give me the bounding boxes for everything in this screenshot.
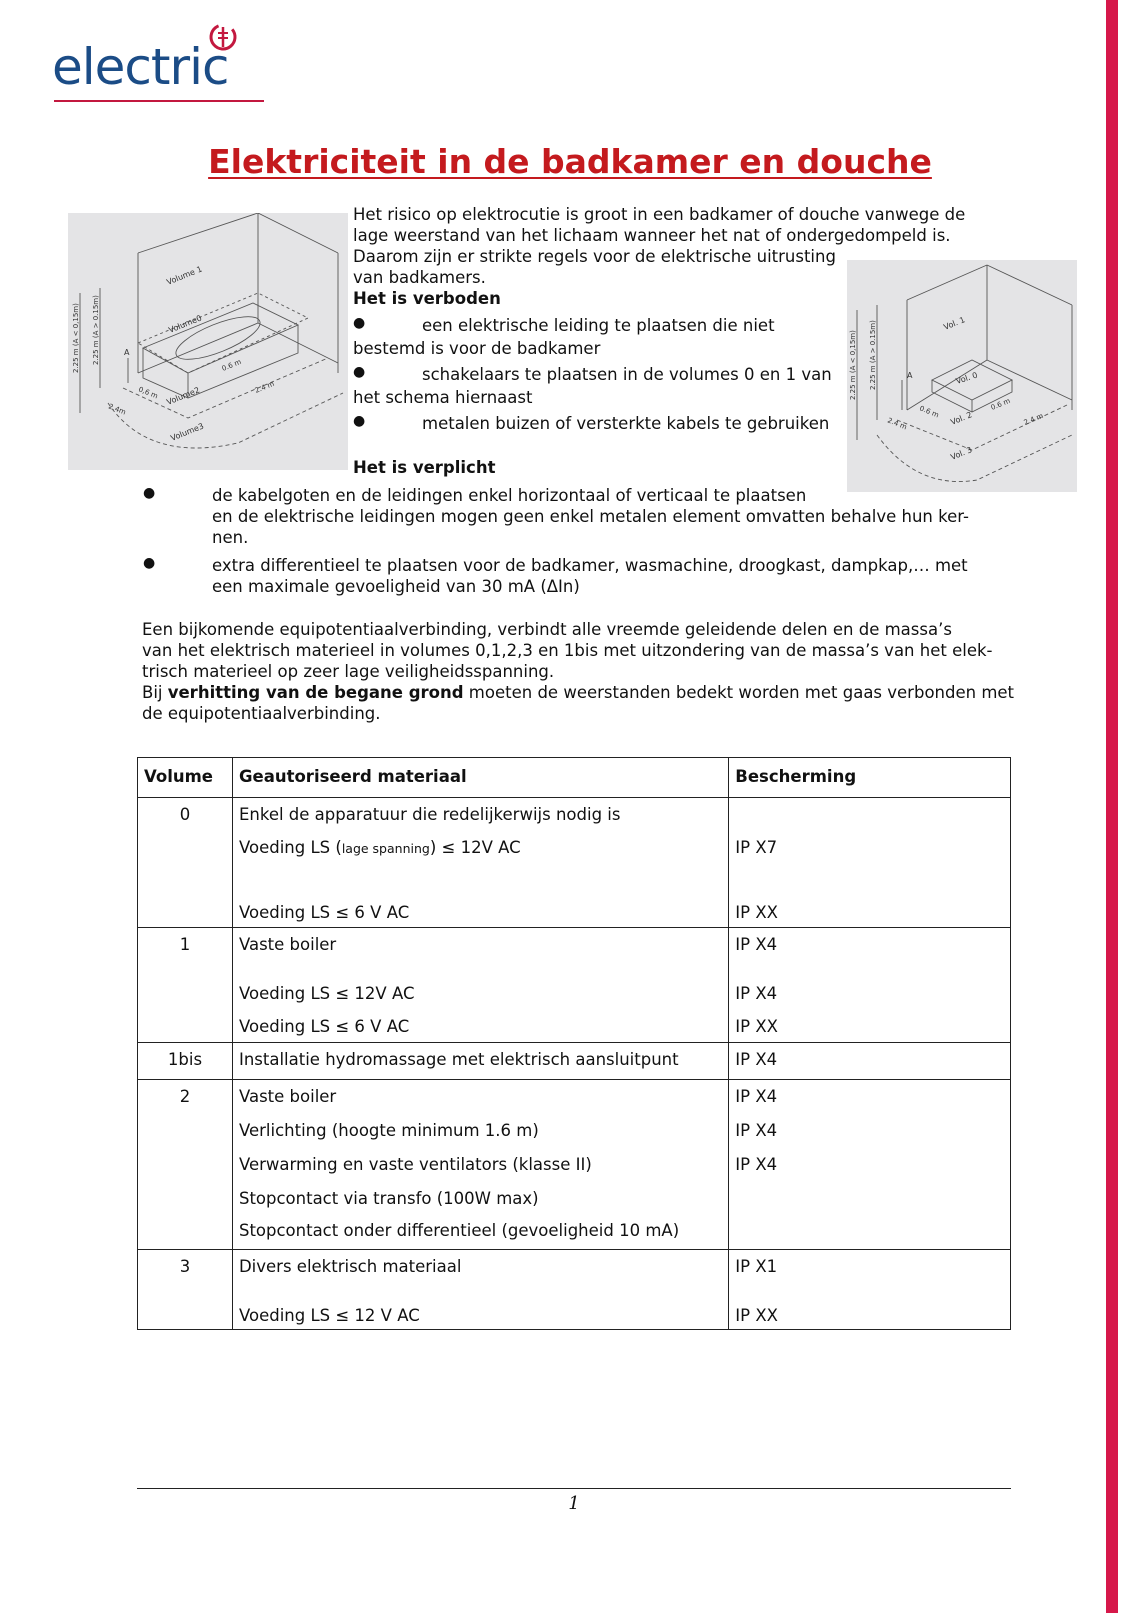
- protection-cell: IP X1: [735, 1257, 778, 1276]
- label-vol1: Vol. 1: [942, 315, 967, 332]
- volume-cell: 3: [179, 1257, 191, 1276]
- material-cell: Enkel de apparatuur die redelijkerwijs nodig is: [238, 805, 621, 824]
- intro-line-2: lage weerstand van het lichaam wanneer het nat of ondergedompeld is.: [353, 226, 951, 245]
- protection-cell: IP XX: [735, 1306, 778, 1325]
- forbidden-item-1-line1: een elektrische leiding te plaatsen die niet: [422, 316, 775, 335]
- material-cell: Vaste boiler: [238, 1087, 337, 1106]
- protection-cell: IP X4: [735, 984, 778, 1003]
- bullet-dot: ●: [353, 364, 366, 380]
- label-shower-24m-right: 2.4 m: [1022, 411, 1045, 427]
- table-row: [138, 928, 1011, 1043]
- page-number: 1: [568, 1493, 580, 1514]
- forbidden-item-2-line1: schakelaars te plaatsen in de volumes 0 en 1 van: [422, 365, 832, 384]
- label-volume0: Volume0: [167, 313, 204, 335]
- material-cell: Verlichting (hoogte minimum 1.6 m): [238, 1121, 539, 1140]
- label-shower-06m-right: 0.6 m: [989, 396, 1012, 412]
- volume-cell: 2: [179, 1087, 191, 1106]
- forbidden-heading: Het is verboden: [353, 289, 501, 308]
- material-cell: Verwarming en vaste ventilators (klasse II): [238, 1155, 592, 1174]
- material-cell: [239, 838, 521, 857]
- bullet-dot: ●: [143, 485, 156, 501]
- intro-line-1: Het risico op elektrocutie is groot in een badkamer of douche vanwege de: [353, 205, 966, 224]
- label-shower-a: A: [907, 371, 913, 380]
- protection-cell: IP XX: [735, 1017, 778, 1036]
- label-volume2: Volume2: [165, 385, 202, 407]
- protection-cell: IP X4: [735, 1155, 778, 1174]
- bullet-dot: ●: [353, 315, 366, 331]
- equipotential-line-3: trisch materieel op zeer lage veiligheidsspanning.: [142, 662, 555, 681]
- intro-line-3: Daarom zijn er strikte regels voor de elektrische uitrusting: [353, 247, 836, 266]
- forbidden-item-1-line2: bestemd is voor de badkamer: [353, 339, 601, 358]
- header-protection: Bescherming: [729, 758, 1011, 798]
- volume-cell: 1: [179, 935, 191, 954]
- footer-divider: [137, 1488, 1011, 1489]
- material-cell: Voeding LS ≤ 12V AC: [238, 984, 415, 1003]
- required-item-1-line1: de kabelgoten en de leidingen enkel horizontaal of verticaal te plaatsen: [212, 486, 807, 505]
- label-vol2: Vol. 2: [949, 410, 974, 427]
- equipotential-line-1: Een bijkomende equipotentiaalverbinding, verbindt alle vreemde geleidende delen en de massa’s: [142, 620, 952, 639]
- material-cell: Voeding LS ≤ 6 V AC: [238, 903, 410, 922]
- required-item-2-line2: een maximale gevoeligheid van 30 mA (ΔIn): [212, 577, 580, 596]
- label-shower-24m-left: 2.4 m: [886, 416, 908, 432]
- heating-rest: moeten de weerstanden bedekt worden met gaas verbonden met: [463, 683, 1015, 702]
- material-cell: Installatie hydromassage met elektrisch aansluitpunt: [238, 1050, 679, 1069]
- protection-cell: IP X4: [735, 1050, 778, 1069]
- label-shower-height-a-small: 2.25 m (A < 0,15m): [849, 330, 857, 400]
- logo-text: electric: [52, 38, 229, 96]
- right-accent-bar: [1106, 0, 1118, 1613]
- label-volume3: Volume3: [169, 421, 206, 443]
- heating-line-2: de equipotentiaalverbinding.: [142, 704, 381, 723]
- intro-line-4: van badkamers.: [353, 268, 486, 287]
- material-cell: Voeding LS ≤ 6 V AC: [238, 1017, 410, 1036]
- table-row: [138, 1043, 1011, 1080]
- heating-bold: verhitting van de begane grond: [167, 683, 464, 702]
- label-shower-height-a-large: 2.25 m (A > 0.15m): [869, 320, 877, 390]
- heating-line-1: [142, 682, 1014, 703]
- protection-cell: IP X7: [735, 838, 778, 857]
- header-material: Geautoriseerd materiaal: [232, 758, 728, 798]
- table-row: [138, 1250, 1011, 1330]
- page-title: Elektriciteit in de badkamer en douche: [208, 142, 932, 181]
- material-cell: Stopcontact onder differentieel (gevoeligheid 10 mA): [238, 1221, 680, 1240]
- label-volume1: Volume 1: [165, 264, 204, 287]
- label-height-a-small: 2.25 m (A < 0,15m): [72, 303, 80, 373]
- forbidden-item-2-line2: het schema hiernaast: [353, 388, 533, 407]
- table-row: [138, 1080, 1011, 1250]
- required-item-2-line1: extra differentieel te plaatsen voor de badkamer, wasmachine, droogkast, dampkap,… met: [212, 556, 968, 575]
- shower-volumes-diagram: [847, 260, 1077, 492]
- bullet-dot: ●: [143, 555, 156, 571]
- protection-cell: IP X4: [735, 1121, 778, 1140]
- label-vol0: Vol. 0: [954, 370, 979, 386]
- volume-cell: 1bis: [167, 1050, 203, 1069]
- label-24m-right: 2.4 m: [253, 379, 276, 395]
- material-note: lage spanning: [341, 841, 430, 856]
- label-vol3: Vol. 3: [949, 445, 974, 462]
- label-06m-left: 0,6 m: [137, 385, 159, 401]
- logo-underline: [54, 100, 264, 102]
- volume-table: [137, 757, 1011, 1330]
- bath-diagram-svg: [68, 213, 348, 470]
- label-shower-06m-left: 0.6 m: [918, 404, 940, 420]
- material-cell: Divers elektrisch materiaal: [238, 1257, 462, 1276]
- label-06m-right: 0.6 m: [220, 357, 243, 373]
- header-volume: Volume: [138, 758, 233, 798]
- volume-cell: 0: [179, 805, 191, 824]
- forbidden-item-3-line1: metalen buizen of versterkte kabels te gebruiken: [422, 414, 830, 433]
- required-item-1-line3: nen.: [212, 528, 249, 547]
- required-item-1-line2: en de elektrische leidingen mogen geen enkel metalen element omvatten behalve hun ker-: [212, 507, 969, 526]
- bath-volumes-diagram: [68, 213, 348, 470]
- label-height-a-large: 2.25 m (A > 0.15m): [92, 295, 100, 365]
- protection-cell: IP X4: [735, 1087, 778, 1106]
- bullet-dot: ●: [353, 413, 366, 429]
- material-text: Voeding LS (: [238, 838, 342, 857]
- equipotential-line-2: van het elektrisch materieel in volumes 0,1,2,3 en 1bis met uitzondering van de massa’s van het elek-: [142, 641, 993, 660]
- protection-cell: IP X4: [735, 935, 778, 954]
- label-24m-left: 2.4m: [107, 402, 127, 417]
- label-a: A: [124, 348, 130, 357]
- heating-prefix: Bij: [142, 683, 168, 702]
- electric-logo: [52, 18, 272, 110]
- table-row: [138, 798, 1011, 928]
- table-header-row: [138, 758, 1011, 798]
- protection-cell: IP XX: [735, 903, 778, 922]
- material-cell: Vaste boiler: [238, 935, 337, 954]
- material-cell: Voeding LS ≤ 12 V AC: [238, 1306, 420, 1325]
- material-text: ) ≤ 12V AC: [429, 838, 521, 857]
- shower-diagram-svg: [847, 260, 1077, 492]
- material-cell: Stopcontact via transfo (100W max): [238, 1189, 539, 1208]
- required-heading: Het is verplicht: [353, 458, 496, 477]
